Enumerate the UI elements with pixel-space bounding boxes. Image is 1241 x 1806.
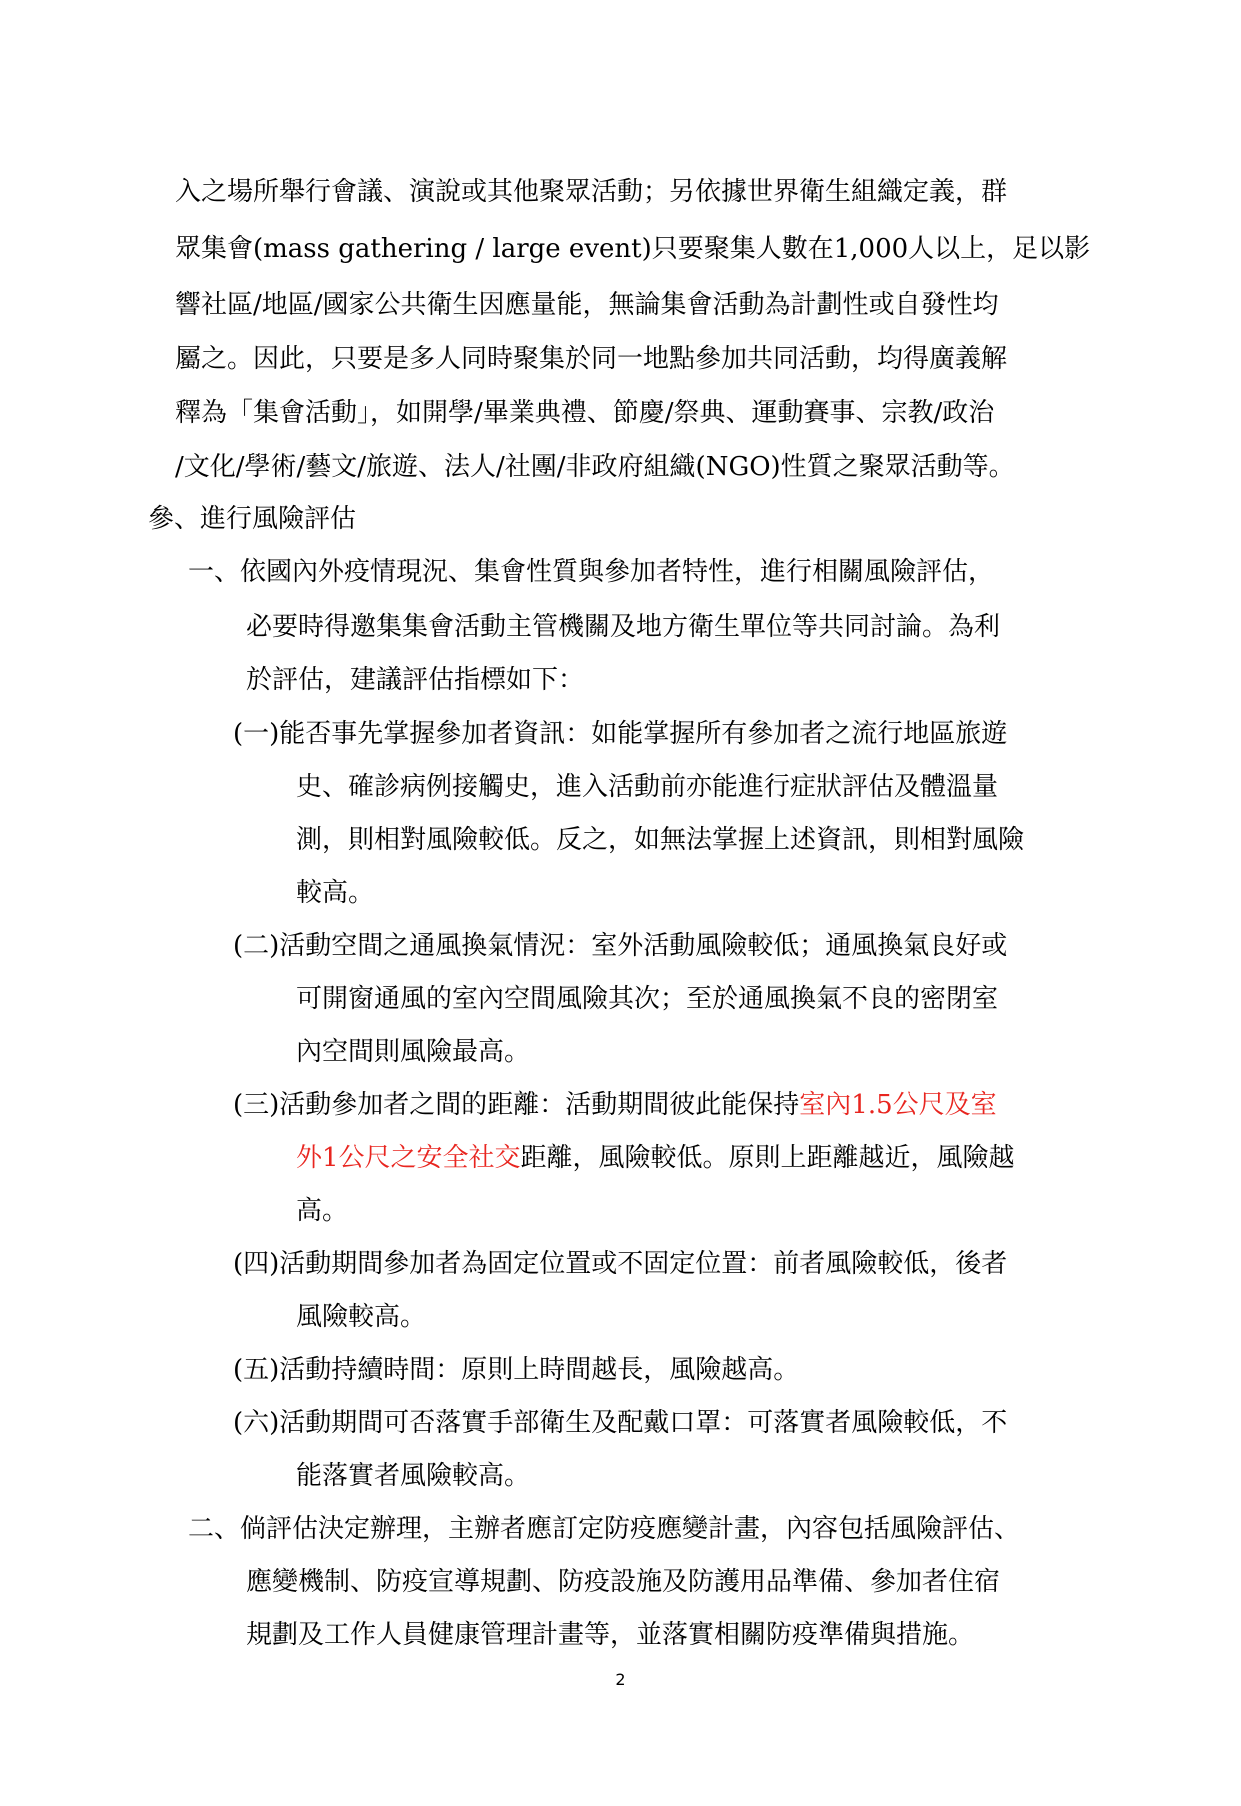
item-2-line-3: 規劃及工作人員健康管理計畫等，並落實相關防疫準備與措施。 <box>246 1620 975 1650</box>
sub-item-4-line-2: 風險較高。 <box>296 1302 427 1332</box>
highlight-distance-1: 室內1.5公尺及室 <box>799 1090 997 1120</box>
sub-item-2-line-1: (二)活動空間之通風換氣情況：室外活動風險較低；通風換氣良好或 <box>233 931 1008 961</box>
item-1-line-1: 一、依國內外疫情現況、集會性質與參加者特性，進行相關風險評估， <box>188 557 995 587</box>
sub-item-3-line-2 <box>296 1138 1015 1178</box>
para-line-5: 釋為「集會活動」，如開學/畢業典禮、節慶/祭典、運動賽事、宗教/政治 <box>175 398 995 428</box>
highlight-distance-2: 外1公尺之安全社交 <box>296 1143 521 1173</box>
sub-item-2-line-2: 可開窗通風的室內空間風險其次；至於通風換氣不良的密閉室 <box>296 984 999 1014</box>
sub-item-2-line-3: 內空間則風險最高。 <box>296 1037 531 1067</box>
para-line-2: 眾集會(mass gathering / large event)只要聚集人數在1,000人以上，足以影 <box>175 234 1091 264</box>
sub-item-6-line-1: (六)活動期間可否落實手部衛生及配戴口罩：可落實者風險較低，不 <box>233 1408 1008 1438</box>
item-2-line-1: 二、倘評估決定辦理，主辦者應訂定防疫應變計畫，內容包括風險評估、 <box>188 1514 1021 1544</box>
item-1-line-3: 於評估，建議評估指標如下： <box>246 665 585 695</box>
sub-item-3-text-2: 距離，風險較低。原則上距離越近，風險越 <box>520 1143 1015 1173</box>
section-heading: 參、進行風險評估 <box>148 504 357 534</box>
item-2-line-2: 應變機制、防疫宣導規劃、防疫設施及防護用品準備、參加者住宿 <box>246 1567 1001 1597</box>
sub-item-1-line-3: 測，則相對風險較低。反之，如無法掌握上述資訊，則相對風險 <box>296 825 1025 855</box>
page-number: 2 <box>615 1670 626 1689</box>
sub-item-1-line-4: 較高。 <box>296 878 375 908</box>
sub-item-6-line-2: 能落實者風險較高。 <box>296 1461 531 1491</box>
sub-item-4-line-1: (四)活動期間參加者為固定位置或不固定位置：前者風險較低，後者 <box>233 1249 1008 1279</box>
sub-item-3-text: (三)活動參加者之間的距離：活動期間彼此能保持 <box>233 1090 800 1120</box>
para-line-6: /文化/學術/藝文/旅遊、法人/社團/非政府組織(NGO)性質之聚眾活動等。 <box>175 452 1015 482</box>
sub-item-1-line-2: 史、確診病例接觸史，進入活動前亦能進行症狀評估及體溫量 <box>296 772 999 802</box>
sub-item-1-line-1: (一)能否事先掌握參加者資訊：如能掌握所有參加者之流行地區旅遊 <box>233 719 1008 749</box>
para-line-1: 入之場所舉行會議、演說或其他聚眾活動；另依據世界衛生組織定義，群 <box>175 177 1008 207</box>
sub-item-3-line-1 <box>233 1085 997 1125</box>
sub-item-5-line-1: (五)活動持續時間：原則上時間越長，風險越高。 <box>233 1355 800 1385</box>
para-line-3: 響社區/地區/國家公共衛生因應量能，無論集會活動為計劃性或自發性均 <box>175 290 999 320</box>
para-line-4: 屬之。因此，只要是多人同時聚集於同一地點參加共同活動，均得廣義解 <box>175 344 1008 374</box>
sub-item-3-line-3: 高。 <box>296 1196 349 1226</box>
item-1-line-2: 必要時得邀集集會活動主管機關及地方衛生單位等共同討論。為利 <box>246 612 1001 642</box>
